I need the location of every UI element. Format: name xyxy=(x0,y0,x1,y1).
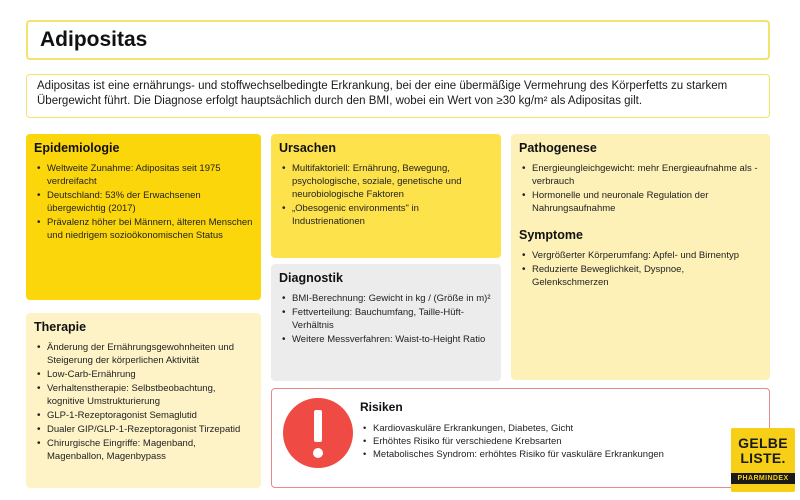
list-item: • Chirurgische Eingriffe: Magenband, Magenballon, Magenbypass xyxy=(34,437,253,463)
diagnostik-heading: Diagnostik xyxy=(279,271,343,285)
gelbe-liste-logo xyxy=(731,428,795,492)
logo-line-2: LISTE. xyxy=(740,450,786,466)
list-item: • Weitere Messverfahren: Waist-to-Height Ratio xyxy=(279,333,493,346)
risiken-card xyxy=(271,388,770,488)
pathogenese-heading: Pathogenese xyxy=(519,141,597,155)
epidemiologie-heading: Epidemiologie xyxy=(34,141,120,155)
therapie-heading: Therapie xyxy=(34,320,87,334)
list-item: • Dualer GIP/GLP-1-Rezeptoragonist Tirzepatid xyxy=(34,423,253,436)
list-item: • „Obesogenic environments" in Industrienationen xyxy=(279,202,493,228)
intro-text: Adipositas ist eine ernährungs- und stoffwechselbedingte Erkrankung, bei der eine übermäßige Vermehrung des Körperfetts zu starkem Übergewicht führt. Die Diagnose erfolgt hauptsächlich durch den BMI, wobei ein Wert von ≥30 kg/m² als Adipositas gilt. xyxy=(26,74,770,118)
list-item: • BMI-Berechnung: Gewicht in kg / (Größe in m)² xyxy=(279,292,493,305)
page-title: Adipositas xyxy=(26,20,770,60)
list-item: • Änderung der Ernährungsgewohnheiten und Steigerung der körperlichen Aktivität xyxy=(34,341,253,367)
list-item: • Metabolisches Syndrom: erhöhtes Risiko für vaskuläre Erkrankungen xyxy=(360,448,720,461)
list-item: • Deutschland: 53% der Erwachsenen übergewichtig (2017) xyxy=(34,189,253,215)
risiken-list xyxy=(360,422,720,461)
logo-line-1: GELBE xyxy=(738,435,788,451)
list-item: • Energieungleichgewicht: mehr Energieaufnahme als -verbrauch xyxy=(519,162,762,188)
logo-line-3: PHARMINDEX xyxy=(731,473,795,484)
diagnostik-list xyxy=(279,292,493,346)
epidemiologie-card xyxy=(26,134,261,300)
ursachen-list xyxy=(279,162,493,228)
symptome-heading: Symptome xyxy=(519,228,583,242)
exclamation-alert-icon xyxy=(283,398,353,468)
list-item: • Kardiovaskuläre Erkrankungen, Diabetes, Gicht xyxy=(360,422,720,435)
therapie-card xyxy=(26,313,261,488)
diagnostik-card xyxy=(271,264,501,381)
pathogenese-card xyxy=(511,134,770,380)
list-item: • Reduzierte Beweglichkeit, Dyspnoe, Gelenkschmerzen xyxy=(519,263,762,289)
risiken-heading: Risiken xyxy=(360,400,403,414)
epidemiologie-list xyxy=(34,162,253,242)
list-item: • Hormonelle und neuronale Regulation der Nahrungsaufnahme xyxy=(519,189,762,215)
list-item: • Prävalenz höher bei Männern, älteren Menschen und niedrigem sozioökonomischen Status xyxy=(34,216,253,242)
therapie-list xyxy=(34,341,253,463)
list-item: • Weltweite Zunahme: Adipositas seit 1975 verdreifacht xyxy=(34,162,253,188)
symptome-list xyxy=(519,249,762,289)
list-item: • Erhöhtes Risiko für verschiedene Krebsarten xyxy=(360,435,720,448)
list-item: • GLP-1-Rezeptoragonist Semaglutid xyxy=(34,409,253,422)
list-item: • Low-Carb-Ernährung xyxy=(34,368,253,381)
pathogenese-list xyxy=(519,162,762,215)
ursachen-card xyxy=(271,134,501,258)
list-item: • Verhaltenstherapie: Selbstbeobachtung, kognitive Umstrukturierung xyxy=(34,382,253,408)
list-item: • Fettverteilung: Bauchumfang, Taille-Hüft-Verhältnis xyxy=(279,306,493,332)
list-item: • Multifaktoriell: Ernährung, Bewegung, psychologische, soziale, genetische und neurobiologische Faktoren xyxy=(279,162,493,201)
ursachen-heading: Ursachen xyxy=(279,141,336,155)
list-item: • Vergrößerter Körperumfang: Apfel- und Birnentyp xyxy=(519,249,762,262)
